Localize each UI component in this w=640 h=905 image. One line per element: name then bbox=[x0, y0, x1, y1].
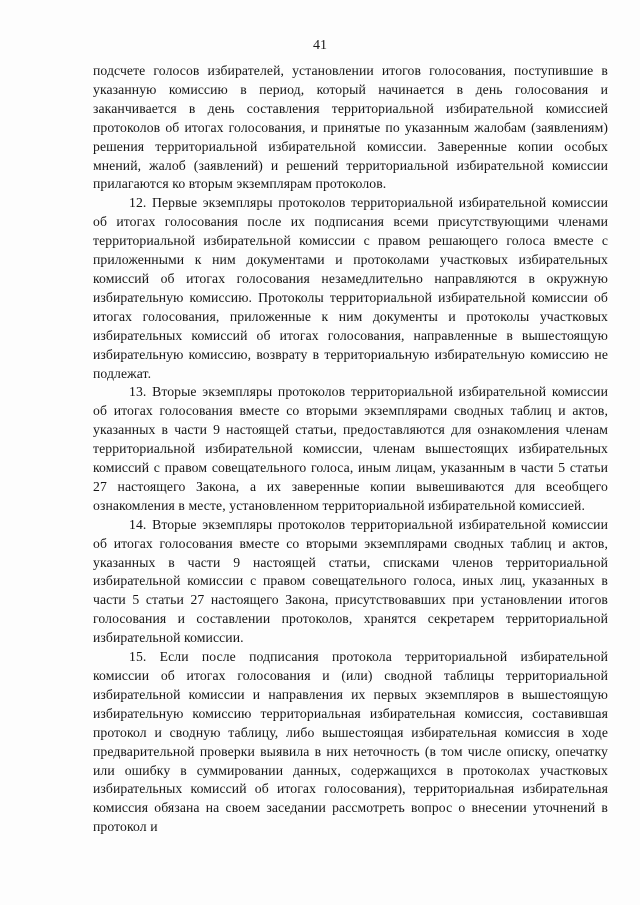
paragraph-14: 14. Вторые экземпляры протоколов территориальной избирательной комиссии об итогах голосования вместе со вторыми экземплярами сводных таблиц и актов, указанных в части 9 настоящей статьи, списками членов территориальной избирательной комиссии с правом совещательного голоса, иных лиц, указанных в части 5 статьи 27 настоящего Закона, присутствовавших при установлении итогов голосования и составлении протоколов, хранятся секретарем территориальной избирательной комиссии. bbox=[93, 516, 608, 646]
page-number: 41 bbox=[313, 38, 327, 53]
paragraph-12: 12. Первые экземпляры протоколов территориальной избирательной комиссии об итогах голосования после их подписания всеми присутствующими членами территориальной избирательной комиссии с правом решающего голоса вместе с приложенными к ним документами и протоколами участковых избирательных комиссий об итогах голосования незамедлительно направляются в окружную избирательную комиссию. Протоколы территориальной избирательной комиссии об итогах голосования, приложенные к ним документы и протоколы участковых избирательных комиссий об итогах голосования, направленные в вышестоящую избирательную комиссию, возврату в территориальную избирательную комиссию не подлежат. bbox=[93, 195, 608, 381]
document-body bbox=[93, 62, 608, 837]
paragraph-15: 15. Если после подписания протокола территориальной избирательной комиссии об итогах голосования и (или) сводной таблицы территориальной избирательной комиссии и направления их первых экземпляров в вышестоящую избирательную комиссию территориальная избирательная комиссия, составившая протокол и сводную таблицу, либо вышестоящая избирательная комиссия в ходе предварительной проверки выявила в них неточность (в том числе описку, опечатку или ошибку в суммировании данных, содержащихся в протоколах участковых избирательных комиссий об итогах голосования), территориальная избирательная комиссия обязана на своем заседании рассмотреть вопрос о внесении уточнений в протокол и bbox=[93, 649, 608, 835]
paragraph-continuation: подсчете голосов избирателей, установлении итогов голосования, поступившие в указанную комиссию в период, который начинается в день голосования и заканчивается в день составления территориальной избирательной комиссией протоколов об итогах голосования, и принятые по указанным жалобам (заявлениям) решения территориальной избирательной комиссии. Заверенные копии особых мнений, жалоб (заявлений) и решений территориальной избирательной комиссии прилагаются ко вторым экземплярам протоколов. bbox=[93, 63, 608, 192]
paragraph-13: 13. Вторые экземпляры протоколов территориальной избирательной комиссии об итогах голосования вместе со вторыми экземплярами сводных таблиц и актов, указанных в части 9 настоящей статьи, предоставляются для ознакомления членам территориальной избирательной комиссии, членам вышестоящих избирательных комиссий с правом совещательного голоса, иным лицам, указанным в части 5 статьи 27 настоящего Закона, а их заверенные копии вывешиваются для всеобщего ознакомления в месте, установленном территориальной избирательной комиссией. bbox=[93, 384, 608, 513]
